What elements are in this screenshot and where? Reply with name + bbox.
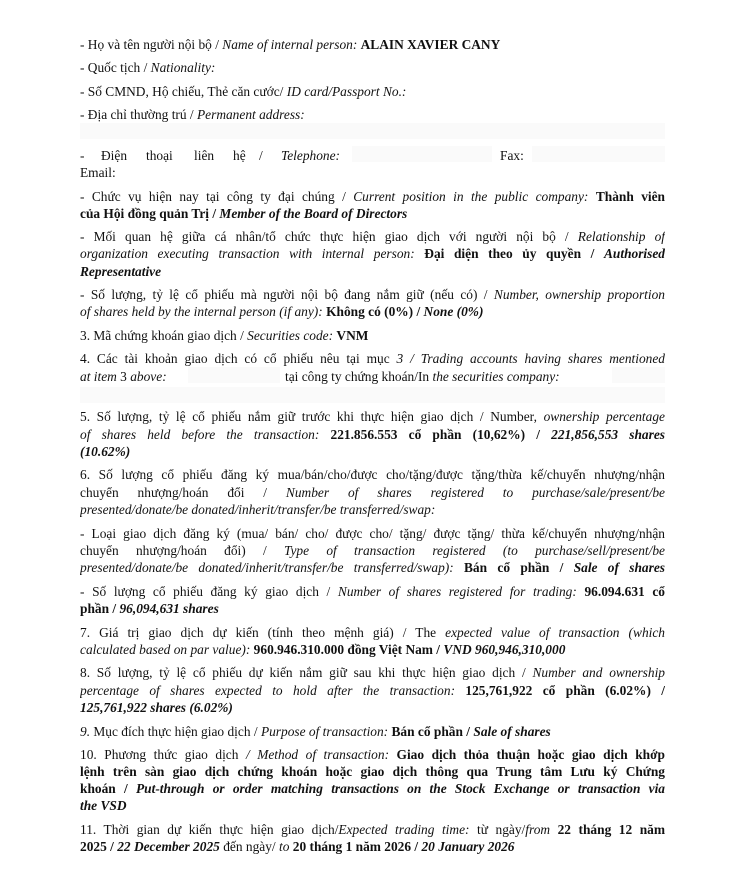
id-card-line	[80, 83, 665, 100]
above-label: above:	[126, 369, 167, 384]
end-date-value: 20 tháng 1 năm 2026 /	[292, 839, 422, 854]
method-value: Giao dịch thỏa thuận hoặc giao dịch khớp	[396, 747, 665, 762]
relationship-line-3	[80, 263, 665, 280]
holdings-after-line-1	[80, 664, 665, 681]
purpose-label-vi: Mục đích thực hiện giao dịch /	[90, 724, 261, 739]
relationship-label-en-cont: organization executing transaction with internal person:	[80, 246, 425, 261]
shares-before-value: 221.856.553 cổ phần (10,62%) /	[330, 427, 552, 442]
start-date-value: 22 tháng 12 năm	[557, 822, 665, 837]
registered-shares-label-vi: 6. Số lượng cổ phiếu đăng ký mua/bán/cho/được cho/tặng/được tặng/thừa kế/chuyển nhượng/nhận	[80, 467, 665, 482]
internal-shares-value: Không có (0%) /	[326, 304, 424, 319]
nationality-label-en: Nationality:	[150, 60, 216, 75]
purpose-value-en: Sale of shares	[473, 724, 551, 739]
method-label-vi: 10. Phương thức giao dịch	[80, 747, 246, 762]
trading-accounts-label-en: 3 / Trading accounts having shares mentioned	[396, 351, 665, 366]
nationality-line	[80, 59, 665, 76]
shares-before-label-en-cont: of shares held before the transaction:	[80, 427, 331, 442]
transaction-type-value: Bán cổ phần /	[464, 560, 574, 575]
trading-shares-label-vi: - Số lượng cổ phiếu đăng ký giao dịch /	[80, 584, 338, 599]
shares-before-line-1	[80, 408, 665, 425]
expected-value-label-en-cont: calculated based on par value):	[80, 642, 254, 657]
redacted-securities-company-cont	[80, 387, 665, 403]
phone-slash: /	[259, 148, 263, 163]
securities-code-value: VNM	[336, 328, 369, 343]
securities-code-line	[80, 327, 665, 344]
to-label-en: to	[278, 839, 293, 854]
name-value: ALAIN XAVIER CANY	[360, 37, 501, 52]
trading-shares-label-en: Number of shares registered for trading:	[337, 584, 585, 599]
securities-company-label-vi: tại công ty chứng khoán/In	[285, 369, 433, 384]
method-label-en: / Method of transaction:	[245, 747, 397, 762]
holdings-after-value: 125,761,922 cổ phần (6.02%) /	[465, 683, 665, 698]
internal-shares-label-vi: - Số lượng, tỷ lệ cổ phiếu mà người nội bộ đang nắm giữ (nếu có) /	[80, 287, 494, 302]
from-label-en: from	[525, 822, 558, 837]
start-date-value-cont: 2025 /	[80, 839, 118, 854]
trading-accounts-label-vi: 4. Các tài khoản giao dịch có cổ phiếu nêu tại mục	[80, 351, 397, 366]
shares-before-line-3	[80, 443, 665, 460]
holdings-after-line-3	[80, 699, 665, 716]
trading-time-label-vi: 11. Thời gian dự kiến thực hiện giao dịch/	[80, 822, 339, 837]
holdings-after-line-2	[80, 682, 665, 699]
phone-word-2: thoại	[146, 148, 173, 163]
trading-time-label-en: Expected trading time:	[338, 822, 478, 837]
phone-dash: -	[80, 148, 85, 163]
holdings-after-label-en: Number and ownership	[532, 665, 665, 680]
position-label-en: Current position in the public company:	[353, 189, 596, 204]
registered-shares-label-en: Number of shares registered to purchase/sale/present/be	[285, 485, 665, 500]
expected-value-line-2	[80, 641, 665, 658]
position-label-vi: - Chức vụ hiện nay tại công ty đại chúng /	[80, 189, 354, 204]
transaction-type-line-2	[80, 542, 665, 559]
relationship-value: Đại diện theo ủy quyền /	[424, 246, 604, 261]
expected-value-value-en: VND 960,946,310,000	[443, 642, 566, 657]
end-date-value-en: 20 January 2026	[421, 839, 515, 854]
redacted-address	[80, 123, 665, 139]
method-line-2	[80, 763, 665, 780]
trading-shares-value-en: 96,094,631 shares	[119, 601, 219, 616]
expected-value-line-1	[80, 624, 665, 641]
address-label-en: Permanent address:	[196, 107, 305, 122]
internal-shares-line-1	[80, 286, 665, 303]
registered-shares-label-en-cont: presented/donate/be donated/inherit/transfer/be transferred/swap:	[80, 502, 436, 517]
purpose-number: 9.	[80, 724, 91, 739]
trading-shares-value-cont: phần /	[80, 601, 120, 616]
transaction-type-label-vi: - Loại giao dịch đăng ký (mua/ bán/ cho/ được cho/ tặng/ được tặng/ thừa kế/chuyển nhượng/nhận	[80, 526, 665, 541]
name-label-en: Name of internal person:	[222, 37, 361, 52]
method-value-cont: lệnh trên sàn giao dịch chứng khoán hoặc giao dịch thông qua Trung tâm Lưu ký Chứng	[80, 764, 665, 779]
trading-shares-value: 96.094.631 cổ	[584, 584, 665, 599]
shares-before-value-en: 221,856,553 shares	[551, 427, 665, 442]
holdings-after-label-en-cont: percentage of shares expected to hold after the transaction:	[80, 683, 466, 698]
transaction-type-label-en: Type of transaction registered (to purchase/sell/present/be	[284, 543, 665, 558]
email-line	[80, 164, 665, 181]
item-number: 3	[120, 369, 127, 384]
transaction-type-line-3	[80, 559, 665, 576]
trading-time-line-1	[80, 821, 665, 838]
phone-word-1: Điện	[101, 148, 128, 163]
registered-shares-line-1	[80, 466, 665, 483]
shares-before-value-en-cont: (10.62%)	[80, 444, 131, 459]
expected-value-label-vi: 7. Giá trị giao dịch dự kiến (tính theo mệnh giá) / The	[80, 625, 446, 640]
internal-person-name-line	[80, 36, 665, 53]
internal-shares-label-en: Number, ownership proportion	[493, 287, 665, 302]
internal-shares-line-2	[80, 303, 665, 320]
registered-shares-label-vi-cont: chuyển nhượng/hoán đổi /	[80, 485, 286, 500]
telephone-label-en: Telephone:	[281, 148, 341, 163]
current-position-line-1	[80, 188, 665, 205]
name-label-vi: - Họ và tên người nội bộ /	[80, 37, 223, 52]
trading-accounts-line-1	[80, 350, 665, 367]
transaction-type-line-1	[80, 525, 665, 542]
securities-code-label-en: Securities code:	[247, 328, 337, 343]
method-line-3	[80, 780, 665, 797]
relationship-value-en-cont: Representative	[80, 264, 162, 279]
expected-value-value: 960.946.310.000 đồng Việt Nam /	[253, 642, 444, 657]
securities-code-label-vi: 3. Mã chứng khoán giao dịch /	[80, 328, 248, 343]
relationship-label-vi: - Mối quan hệ giữa cá nhân/tổ chức thực hiện giao dịch với người nội bộ /	[80, 229, 578, 244]
shares-before-line-2	[80, 426, 665, 443]
address-label-vi: - Địa chỉ thường trú /	[80, 107, 197, 122]
redacted-telephone	[352, 146, 492, 162]
relationship-value-en: Authorised	[603, 246, 665, 261]
purpose-line	[80, 723, 665, 740]
holdings-after-value-en: 125,761,922 shares (6.02%)	[80, 700, 233, 715]
redacted-securities-company	[612, 367, 665, 383]
position-value-en: Member of the Board of Directors	[219, 206, 408, 221]
registered-shares-line-2	[80, 484, 665, 501]
redacted-fax	[532, 146, 665, 162]
transaction-type-label-en-cont: presented/donate/be donated/inherit/transfer/be transferred/swap):	[80, 560, 464, 575]
email-label: Email:	[80, 165, 116, 180]
fax-label: Fax:	[500, 148, 524, 163]
current-position-line-2	[80, 205, 665, 222]
expected-value-label-en: expected value of transaction (which	[445, 625, 665, 640]
position-value-cont: của Hội đồng quản Trị /	[80, 206, 220, 221]
internal-shares-label-en-cont: of shares held by the internal person (if any):	[80, 304, 327, 319]
nationality-label-vi: - Quốc tịch /	[80, 60, 151, 75]
trading-shares-line-1	[80, 583, 665, 600]
shares-before-label-en: ownership percentage	[543, 409, 665, 424]
method-line-4	[80, 797, 665, 814]
phone-word-3: liên	[194, 148, 215, 163]
transaction-type-value-en: Sale of shares	[573, 560, 665, 575]
relationship-label-en: Relationship of	[577, 229, 665, 244]
at-item-label: at item	[80, 369, 121, 384]
method-line-1	[80, 746, 665, 763]
redacted-account-number	[188, 367, 280, 383]
permanent-address-line	[80, 106, 665, 123]
shares-before-label-vi: 5. Số lượng, tỷ lệ cổ phiếu nắm giữ trước khi thực hiện giao dịch / Number,	[80, 409, 544, 424]
id-label-vi: - Số CMND, Hộ chiếu, Thẻ căn cước/	[80, 84, 287, 99]
from-label-vi: từ ngày/	[477, 822, 526, 837]
phone-word-4: hệ	[233, 148, 246, 163]
trading-time-line-2	[80, 838, 665, 855]
purpose-value: Bán cổ phần /	[391, 724, 474, 739]
method-value-en: Put-through or order matching transactions on the Stock Exchange or transaction via	[135, 781, 665, 796]
id-label-en: ID card/Passport No.:	[286, 84, 407, 99]
start-date-value-en: 22 December 2025	[117, 839, 220, 854]
transaction-type-label-vi-cont: chuyển nhượng/hoán đổi) /	[80, 543, 284, 558]
relationship-line-1	[80, 228, 665, 245]
trading-shares-line-2	[80, 600, 665, 617]
securities-company-label-en: the securities company:	[432, 369, 560, 384]
registered-shares-line-3	[80, 501, 665, 518]
relationship-line-2	[80, 245, 665, 262]
to-label-vi: đến ngày/	[219, 839, 279, 854]
purpose-label-en: Purpose of transaction:	[260, 724, 392, 739]
internal-shares-value-en: None (0%)	[423, 304, 484, 319]
method-value-end: khoán /	[80, 781, 136, 796]
method-value-en-cont: the VSD	[80, 798, 127, 813]
position-value: Thành viên	[595, 189, 665, 204]
holdings-after-label-vi: 8. Số lượng, tỷ lệ cổ phiếu dự kiến nắm giữ sau khi thực hiện giao dịch /	[80, 665, 533, 680]
